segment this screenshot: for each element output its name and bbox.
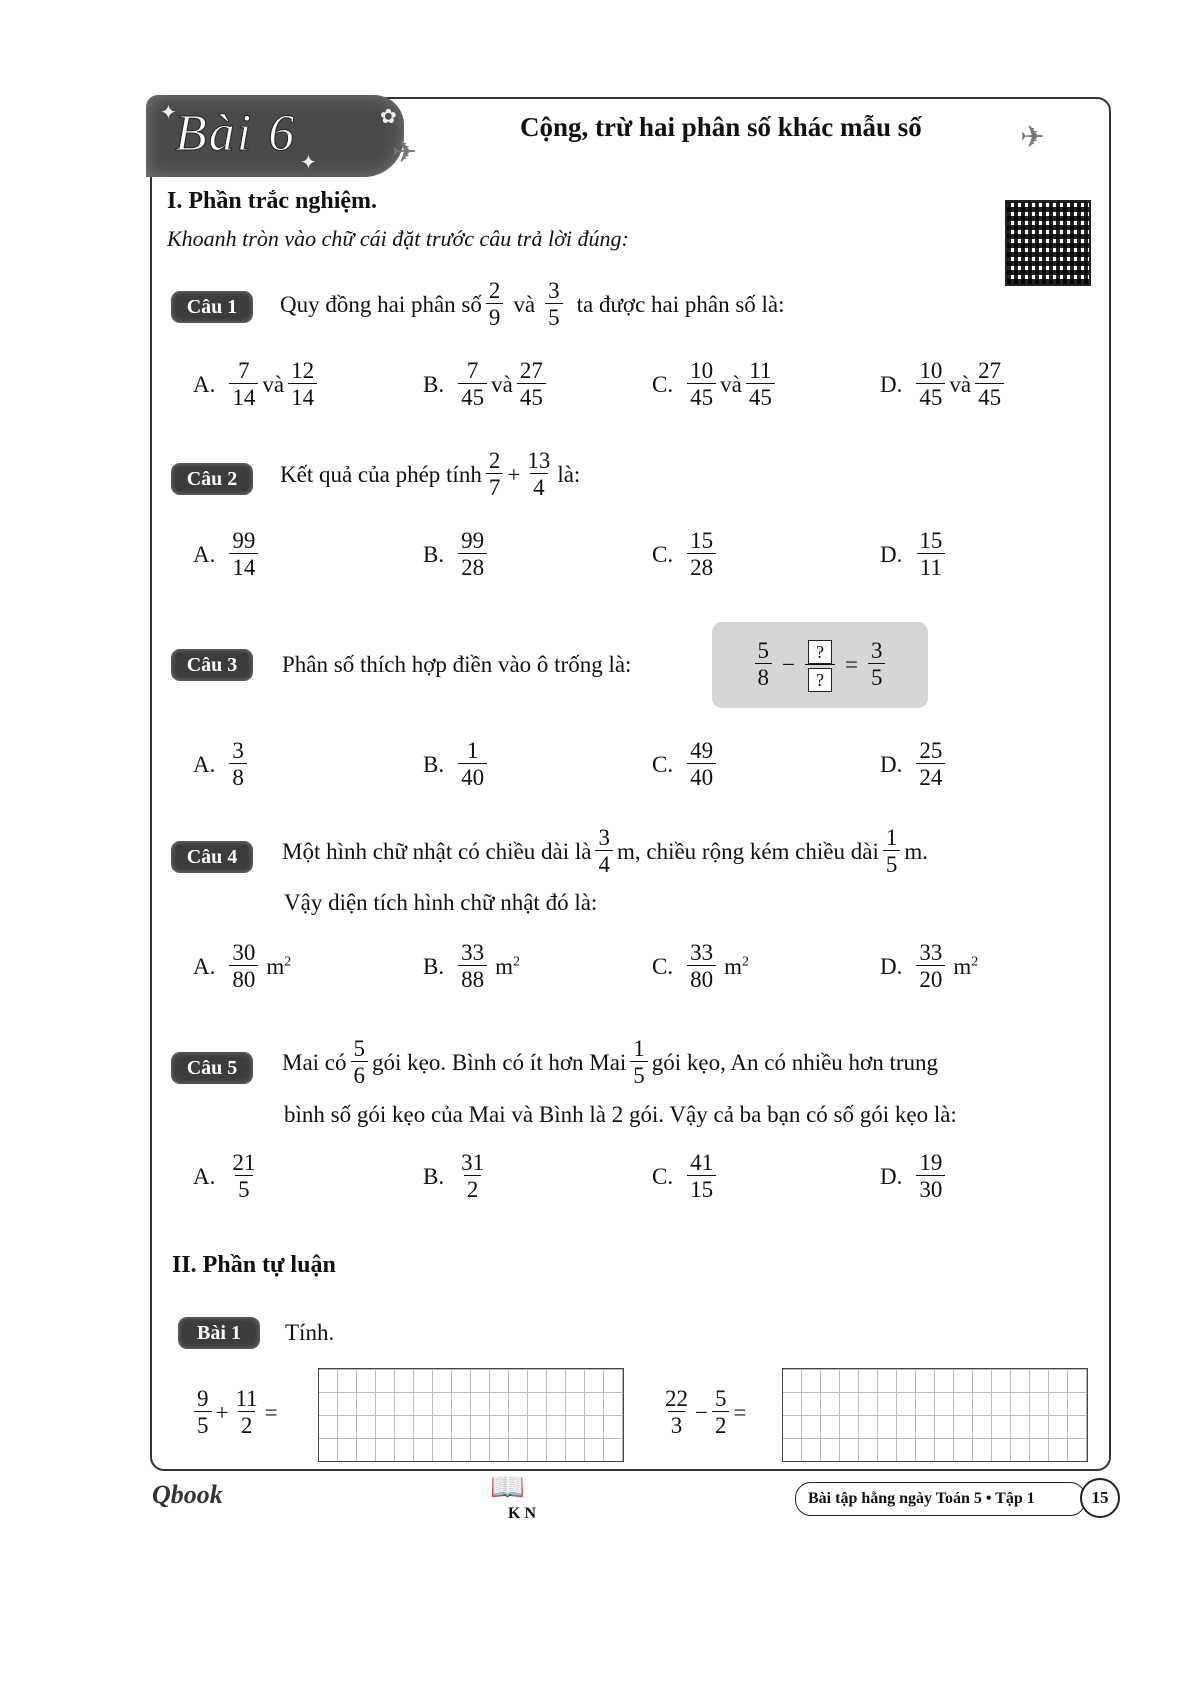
star-icon: ✦ <box>300 152 317 174</box>
answer-option-c[interactable]: C. $\frac{15}{28}$ <box>652 528 720 582</box>
answer-grid-1[interactable] <box>318 1368 624 1462</box>
section-title-essay: II. Phần tự luận <box>172 1252 336 1278</box>
question-text: Kết quả của phép tính $\frac{2}{7}$ + $\frac{13}{4}$ là: <box>280 448 581 501</box>
answer-option-b[interactable]: B. $\frac{33}{88}$ $m^2$ <box>423 940 520 993</box>
answer-option-b[interactable]: B. $\frac{7}{45}$ và $\frac{27}{45}$ <box>423 358 550 412</box>
question-text: Một hình chữ nhật có chiều dài là $\frac{3}{4}$ m, chiều rộng kém chiều dài $\frac{1}{5}$ m. <box>282 825 928 878</box>
fraction: $\frac{1}{5}$ <box>883 825 901 879</box>
instruction-text: Khoanh tròn vào chữ cái đặt trước câu trả lời đúng: <box>167 226 629 251</box>
fraction: $\frac{3}{5}$ <box>545 278 563 332</box>
answer-option-a[interactable]: A. $\frac{30}{80}$ $m^2$ <box>193 940 292 993</box>
airplane-icon: ✈ <box>392 136 418 169</box>
fraction: $\frac{5}{6}$ <box>351 1036 369 1090</box>
answer-option-d[interactable]: D. $\frac{33}{20}$ $m^2$ <box>880 940 979 993</box>
answer-option-b[interactable]: B. $\frac{99}{28}$ <box>423 528 491 582</box>
question-text-line2: Vậy diện tích hình chữ nhật đó là: <box>284 890 598 915</box>
publisher-logo: Qbook <box>152 1480 223 1509</box>
answer-option-a[interactable]: A. $\frac{7}{14}$ và $\frac{12}{14}$ <box>193 358 321 412</box>
question-text: Quy đồng hai phân số $\frac{2}{9}$ và $\frac{3}{5}$ ta được hai phân số là: <box>280 278 785 331</box>
blank-box[interactable]: ? <box>808 668 832 692</box>
fraction: $\frac{13}{4}$ <box>527 448 551 501</box>
equation-box: $\frac{5}{8}$ − $\frac{?}{?}$ = $\frac{3}{5}$ <box>712 622 928 708</box>
expression-2: $\frac{22}{3}$ − $\frac{5}{2}$ = <box>665 1386 747 1439</box>
question-text: Phân số thích hợp điền vào ô trống là: <box>282 652 632 677</box>
answer-option-d[interactable]: D. $\frac{19}{30}$ <box>880 1150 949 1204</box>
star-icon: ✦ <box>160 102 177 124</box>
expression-1: $\frac{9}{5}$ + $\frac{11}{2}$ = <box>190 1386 278 1440</box>
page-number: 15 <box>1080 1478 1120 1518</box>
answer-option-a[interactable]: A. $\frac{21}{5}$ <box>193 1150 256 1203</box>
answer-option-c[interactable]: C. $\frac{49}{40}$ <box>652 738 720 792</box>
exercise-text: Tính. <box>285 1320 335 1345</box>
fraction: $\frac{2}{9}$ <box>486 278 504 332</box>
fraction: $\frac{3}{4}$ <box>595 825 613 879</box>
answer-option-c[interactable]: C. $\frac{10}{45}$ và $\frac{11}{45}$ <box>652 358 779 412</box>
answer-option-a[interactable]: A. $\frac{99}{14}$ <box>193 528 262 582</box>
answer-option-c[interactable]: C. $\frac{33}{80}$ $m^2$ <box>652 940 749 993</box>
book-icon: 📖 <box>490 1472 525 1503</box>
book-title-pill: Bài tập hằng ngày Toán 5 • Tập 1 <box>795 1482 1086 1516</box>
blank-box[interactable]: ? <box>808 640 832 664</box>
answer-option-c[interactable]: C. $\frac{41}{15}$ <box>652 1150 720 1204</box>
lesson-badge: Bài 6 <box>175 105 297 162</box>
lesson-title: Cộng, trừ hai phân số khác mẫu số <box>520 112 922 142</box>
question-tag: Câu 3 <box>171 649 253 681</box>
airplane-icon: ✈ <box>1020 121 1046 154</box>
answer-option-d[interactable]: D. $\frac{10}{45}$ và $\frac{27}{45}$ <box>880 358 1008 412</box>
fraction: $\frac{1}{5}$ <box>630 1036 648 1090</box>
answer-option-b[interactable]: B. $\frac{1}{40}$ <box>423 738 491 792</box>
answer-option-d[interactable]: D. $\frac{25}{24}$ <box>880 738 949 792</box>
question-text: Mai có $\frac{5}{6}$ gói kẹo. Bình có ít hơn Mai $\frac{1}{5}$ gói kẹo, An có nhiều hơn trung <box>282 1036 939 1089</box>
section-title-multiple-choice: I. Phần trắc nghiệm. <box>167 188 377 214</box>
answer-option-b[interactable]: B. $\frac{31}{2}$ <box>423 1150 485 1203</box>
question-tag: Câu 2 <box>171 463 253 495</box>
fraction: $\frac{2}{7}$ <box>486 448 504 502</box>
question-tag: Câu 4 <box>171 841 253 873</box>
question-text-line2: bình số gói kẹo của Mai và Bình là 2 gói. Vậy cả ba bạn có số gói kẹo là: <box>284 1102 957 1127</box>
exercise-tag: Bài 1 <box>178 1317 260 1349</box>
kn-logo: K N <box>508 1505 536 1522</box>
answer-option-a[interactable]: A. $\frac{3}{8}$ <box>193 738 251 792</box>
qr-code[interactable] <box>1005 200 1091 286</box>
answer-grid-2[interactable] <box>782 1368 1088 1462</box>
answer-option-d[interactable]: D. $\frac{15}{11}$ <box>880 528 949 582</box>
question-tag: Câu 5 <box>171 1052 253 1084</box>
question-tag: Câu 1 <box>171 291 253 323</box>
star-icon: ✿ <box>380 106 397 128</box>
